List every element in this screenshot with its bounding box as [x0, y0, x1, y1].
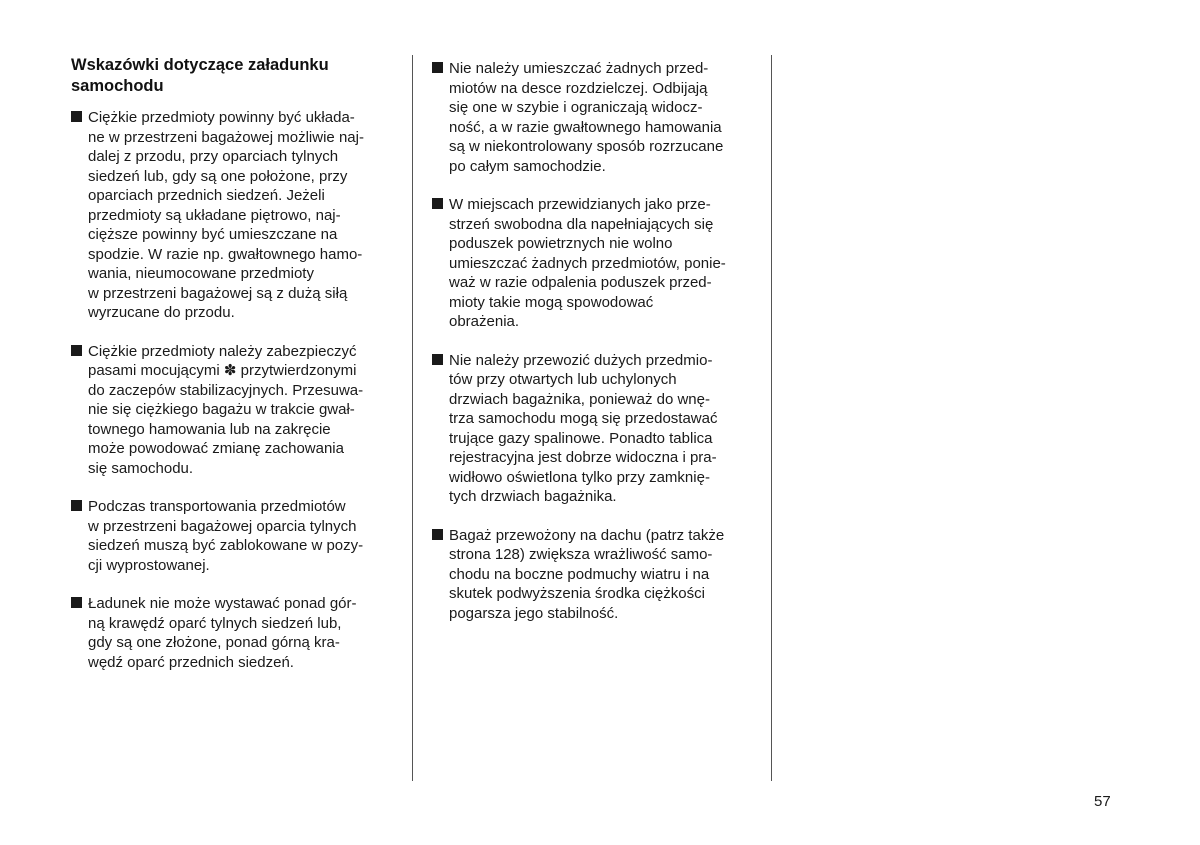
list-item: [71, 342, 401, 479]
square-bullet-icon: [71, 597, 82, 608]
square-bullet-icon: [432, 529, 443, 540]
list-item: [71, 497, 401, 575]
list-item-text: Ciężkie przedmioty powinny być układa- ne w przestrzeni bagażowej możliwie naj- dalej z przodu, przy oparciach tylnych siedzeń lub, gdy są one położone, przy oparciach przednich siedzeń. Jeżeli przedmioty są układane piętrowo, naj- cięższe powinny być umieszczane na spodzie. W razie np. gwałtownego hamo- wania, nieumocowane przedmioty w przestrzeni bagażowej są z dużą siłą wyrzucane do przodu.: [88, 109, 364, 321]
list-item: [71, 594, 401, 672]
list-item-text: Nie należy umieszczać żadnych przed- miotów na desce rozdzielczej. Odbijają się one w szybie i ograniczają widocz- ność, a w razie gwałtownego hamowania są w niekontrolowany sposób rozrzucane po całym samochodzie.: [449, 60, 724, 175]
column-divider: [771, 55, 772, 781]
list-item-text: Podczas transportowania przedmiotów w przestrzeni bagażowej oparcia tylnych siedzeń muszą być zablokowane w pozy- cji wyprostowanej.: [88, 498, 364, 574]
square-bullet-icon: [432, 62, 443, 73]
list-item-text: Ładunek nie może wystawać ponad gór- ną krawędź oparć tylnych siedzeń lub, gdy są one złożone, ponad górną kra- wędź oparć przednich siedzeń.: [88, 595, 357, 671]
square-bullet-icon: [71, 500, 82, 511]
square-bullet-icon: [432, 198, 443, 209]
square-bullet-icon: [71, 345, 82, 356]
list-item: [432, 351, 762, 507]
list-item-text: Ciężkie przedmioty należy zabezpieczyć pasami mocującymi ✽ przytwierdzonymi do zaczepów stabilizacyjnych. Przesuwa- nie się ciężkiego bagażu w trakcie gwał- townego hamowania lub na zakręcie może powodować zmianę zachowania się samochodu.: [88, 342, 364, 477]
left-column: [71, 55, 401, 691]
list-item: [432, 526, 762, 624]
column-divider: [412, 55, 413, 781]
list-item: [432, 195, 762, 332]
list-item-text: Bagaż przewożony na dachu (patrz także strona 128) zwiększa wrażliwość samo- chodu na boczne podmuchy wiatru i na skutek podwyższenia środka ciężkości pogarsza jego stabilność.: [449, 526, 725, 622]
list-item: [432, 59, 762, 176]
page-number: 57: [1094, 793, 1111, 810]
square-bullet-icon: [71, 111, 82, 122]
section-heading: Wskazówki dotyczące załadunku samochodu: [71, 56, 329, 95]
right-column: [432, 59, 762, 642]
square-bullet-icon: [432, 354, 443, 365]
list-item-text: W miejscach przewidzianych jako prze- strzeń swobodna dla napełniających się poduszek powietrznych nie wolno umieszczać żadnych przedmiotów, ponie- waż w razie odpalenia poduszek przed- mioty takie mogą spowodować obrażenia.: [449, 196, 726, 330]
list-item-text: Nie należy przewozić dużych przedmio- tów przy otwartych lub uchylonych drzwiach bagażnika, ponieważ do wnę- trza samochodu mogą się przedostawać trujące gazy spalinowe. Ponadto tablica rejestracyjna jest dobrze widoczna i pra- widłowo oświetlona tylko przy zamknię- tych drzwiach bagażnika.: [449, 351, 718, 505]
list-item: [71, 108, 401, 323]
